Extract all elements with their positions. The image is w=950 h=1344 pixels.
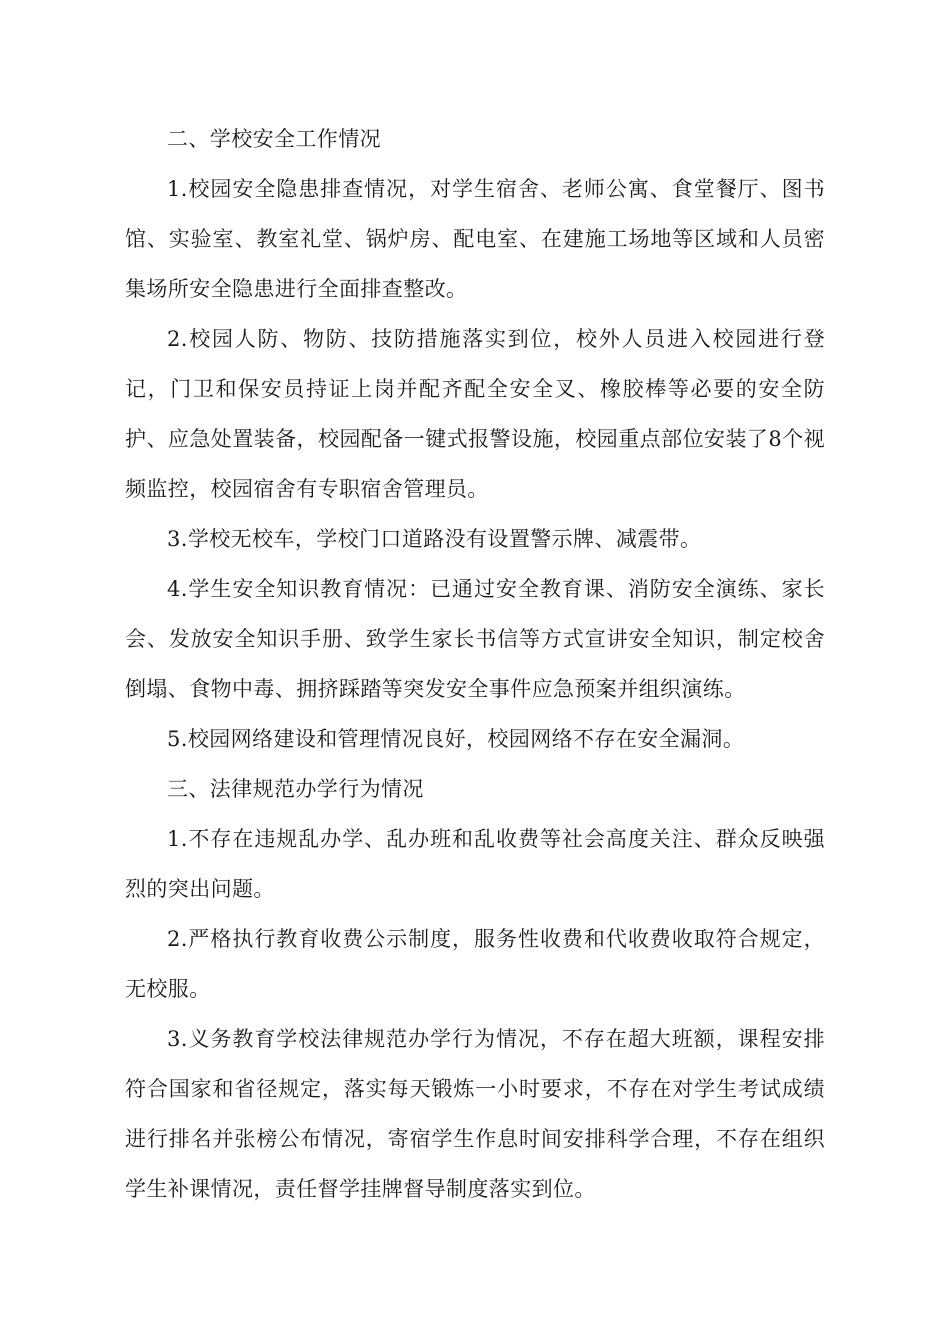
paragraph-compulsory-education: 3.义务教育学校法律规范办学行为情况，不存在超大班额，课程安排符合国家和省径规定，落实每天锻炼一小时要求，不存在对学生考试成绩进行排名并张榜公布情况，寄宿学生作息时间安排科学合理，不存在组织学生补课情况，责任督学挂牌督导制度落实到位。 [125, 1027, 825, 1201]
section-heading-school-safety: 二、学校安全工作情况 [167, 127, 381, 151]
section-heading-legal-conduct: 三、法律规范办学行为情况 [167, 777, 424, 801]
paragraph-no-illegal-operation: 1.不存在违规乱办学、乱办班和乱收费等社会高度关注、群众反映强烈的突出问题。 [125, 827, 825, 901]
paragraph-safety-education: 4.学生安全知识教育情况：已通过安全教育课、消防安全演练、家长会、发放安全知识手册、致学生家长书信等方式宣讲安全知识，制定校舍倒塌、食物中毒、拥挤踩踏等突发安全事件应急预案并组织演练。 [125, 577, 825, 701]
paragraph-school-bus: 3.学校无校车，学校门口道路没有设置警示牌、减震带。 [167, 527, 702, 551]
document-body [125, 114, 825, 1214]
paragraph-fee-disclosure: 2.严格执行教育收费公示制度，服务性收费和代收费收取符合规定，无校服。 [125, 927, 825, 1001]
paragraph-security-measures: 2.校园人防、物防、技防措施落实到位，校外人员进入校园进行登记，门卫和保安员持证上岗并配齐配全安全叉、橡胶棒等必要的安全防护、应急处置装备，校园配备一键式报警设施，校园重点部位安装了8个视频监控，校园宿舍有专职宿舍管理员。 [125, 327, 825, 501]
paragraph-safety-hazard-inspection: 1.校园安全隐患排查情况，对学生宿舍、老师公寓、食堂餐厅、图书馆、实验室、教室礼堂、锅炉房、配电室、在建施工场地等区域和人员密集场所安全隐患进行全面排查整改。 [125, 177, 825, 301]
paragraph-network-security: 5.校园网络建设和管理情况良好，校园网络不存在安全漏洞。 [167, 727, 745, 751]
